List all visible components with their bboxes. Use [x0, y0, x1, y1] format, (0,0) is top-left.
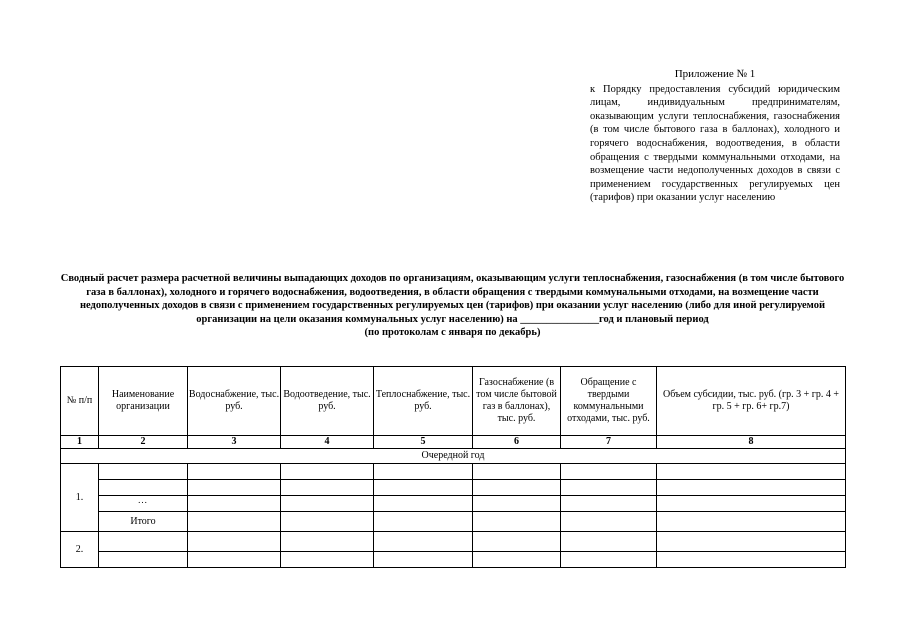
table-cell [281, 552, 374, 568]
table-cell [561, 512, 657, 532]
header-heat: Теплоснабжение, тыс. руб. [374, 367, 473, 436]
document-title [55, 272, 850, 340]
table-cell [473, 496, 561, 512]
table-cell-ellipsis [99, 496, 188, 512]
table-cell [188, 532, 281, 552]
table-cell [374, 496, 473, 512]
table-cell [281, 480, 374, 496]
table-cell [374, 532, 473, 552]
col-number: 4 [281, 436, 374, 449]
table-cell [99, 552, 188, 568]
total-row [61, 512, 846, 532]
table-row [61, 532, 846, 552]
table-cell [99, 464, 188, 480]
table-cell [561, 552, 657, 568]
table-cell [374, 464, 473, 480]
row-number: 2. [61, 532, 99, 568]
ellipsis: ... [138, 495, 148, 505]
header-num: № п/п [61, 367, 99, 436]
table-cell [473, 480, 561, 496]
table-cell [374, 512, 473, 532]
table-row [61, 464, 846, 480]
table-cell [561, 496, 657, 512]
table-cell [657, 552, 846, 568]
header-row [61, 367, 846, 436]
table-cell [281, 532, 374, 552]
col-number: 5 [374, 436, 473, 449]
header-subsidy: Объем субсидии, тыс. руб. (гр. 3 + гр. 4 + гр. 5 + гр. 6+ гр.7) [657, 367, 846, 436]
col-number: 7 [561, 436, 657, 449]
table-cell [561, 464, 657, 480]
table-cell [281, 512, 374, 532]
table-cell [657, 512, 846, 532]
table-cell [188, 496, 281, 512]
table-cell [99, 480, 188, 496]
col-number: 1 [61, 436, 99, 449]
title-main: Сводный расчет размера расчетной величины выпадающих доходов по организациям, оказывающим услуги теплоснабжения, газоснабжения (в том числе бытового газа в баллонах), холодного и горячего водоснабжения, водоотведения, в области обращения с твердыми коммунальными отходами, на возмещение части недополученных доходов в связи с применением государственных регулируемых цен (тарифов) при оказании услуг населению (либо для иной регулируемой организации на цели оказания коммунальных услуг населению) на _______________год и плановый период [60, 273, 845, 325]
column-number-row [61, 436, 846, 449]
table-cell [657, 496, 846, 512]
table-cell [473, 532, 561, 552]
col-number: 3 [188, 436, 281, 449]
col-number: 2 [99, 436, 188, 449]
table-cell [657, 532, 846, 552]
appendix-text: к Порядку предоставления субсидий юридическим лицам, индивидуальным предпринимателям, оказывающим услуги теплоснабжения, газоснабжения (в том числе бытового газа в баллонах), холодного и горячего водоснабжения, водоотведения, в области обращения с твердыми коммунальными отходами, на возмещение части недополученных доходов в связи с применением государственных регулируемых цен (тарифов) при оказании услуг населению [590, 83, 840, 204]
table-cell [374, 552, 473, 568]
table-cell [99, 532, 188, 552]
table-cell [561, 480, 657, 496]
row-number: 1. [61, 464, 99, 532]
header-water: Водоснабжение, тыс. руб. [188, 367, 281, 436]
table-cell [473, 512, 561, 532]
table-cell [188, 464, 281, 480]
col-number: 6 [473, 436, 561, 449]
header-sewer: Водоотведение, тыс. руб. [281, 367, 374, 436]
appendix-title: Приложение № 1 [674, 68, 756, 80]
table-cell [473, 552, 561, 568]
section-row [61, 449, 846, 464]
header-name: Наименование организации [99, 367, 188, 436]
total-label: Итого [99, 512, 188, 532]
title-sub: (по протоколам с января по декабрь) [364, 327, 541, 338]
table-cell [188, 512, 281, 532]
table-cell [188, 480, 281, 496]
appendix-block [590, 68, 840, 205]
col-number: 8 [657, 436, 846, 449]
section-label: Очередной год [61, 449, 846, 464]
table-cell [657, 464, 846, 480]
table-cell [281, 464, 374, 480]
table-row [61, 480, 846, 496]
table-row [61, 552, 846, 568]
table-cell [473, 464, 561, 480]
header-gas: Газоснабжение (в том числе бытовой газ в баллонах), тыс. руб. [473, 367, 561, 436]
table-cell [561, 532, 657, 552]
header-waste: Обращение с твердыми коммунальными отходами, тыс. руб. [561, 367, 657, 436]
table-cell [281, 496, 374, 512]
table-cell [657, 480, 846, 496]
table-row [61, 496, 846, 512]
subsidy-table [60, 366, 846, 568]
table-cell [188, 552, 281, 568]
table-cell [374, 480, 473, 496]
